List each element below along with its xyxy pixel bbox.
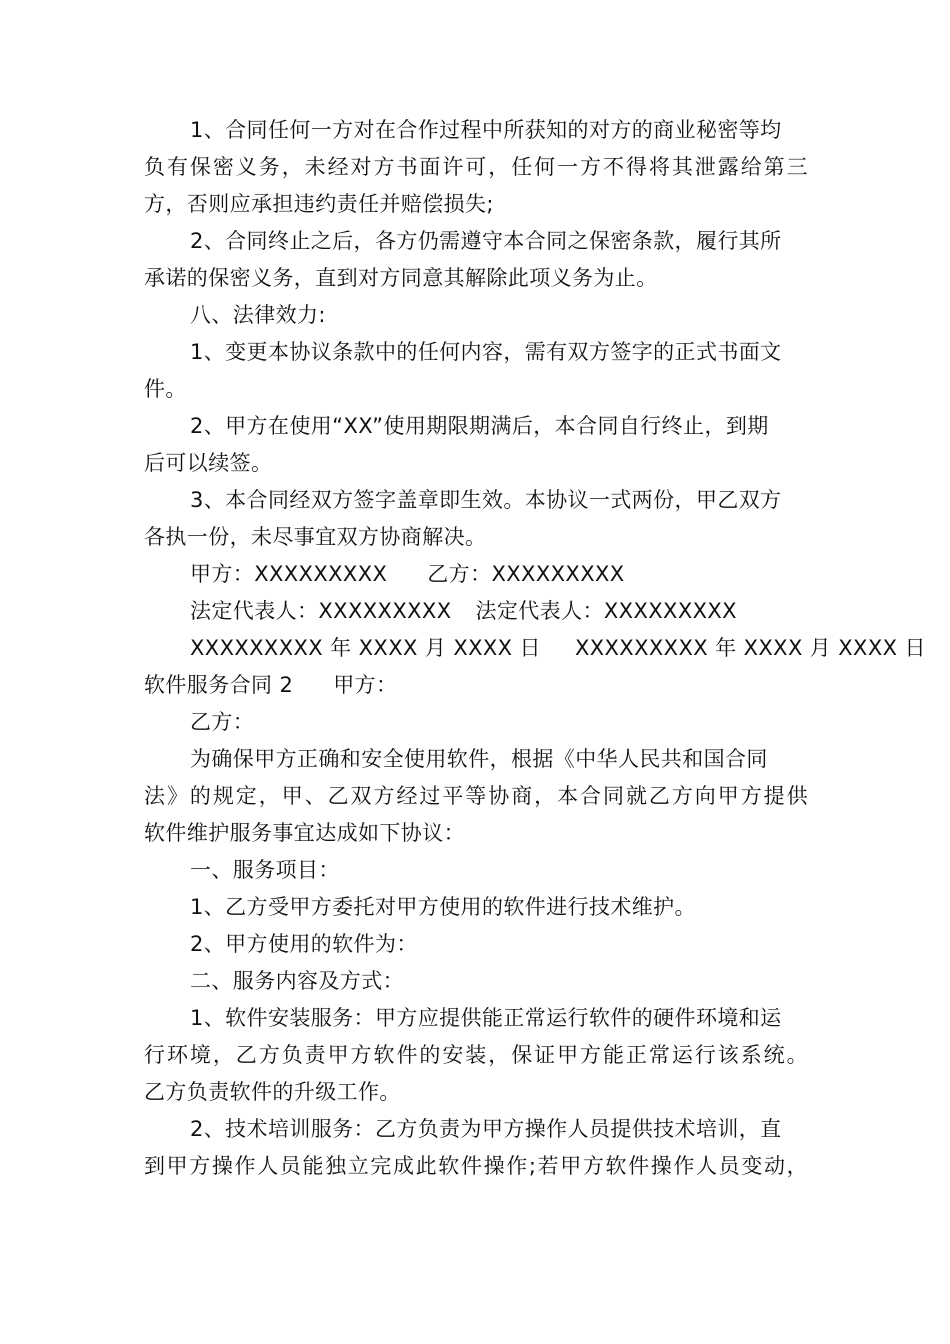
text-line: 各执一份，未尽事宜双方协商解决。 <box>144 525 487 549</box>
signature-dates <box>144 630 926 667</box>
party-a-representative: 法定代表人：XXXXXXXXX <box>190 599 452 623</box>
section-heading: 二、服务内容及方式： <box>190 969 404 993</box>
contract-title: 软件服务合同 2 <box>144 673 294 697</box>
text-line: 2、甲方在使用“XX”使用期限期满后，本合同自行终止，到期 <box>190 414 769 438</box>
text-line: 法》的规定，甲、乙双方经过平等协商，本合同就乙方向甲方提供 <box>144 784 808 808</box>
text-line: 负有保密义务，未经对方书面许可，任何一方不得将其泄露给第三 <box>144 155 808 179</box>
text-line: 乙方负责软件的升级工作。 <box>144 1080 401 1104</box>
text-line: 到甲方操作人员能独立完成此软件操作;若甲方软件操作人员变动， <box>144 1154 808 1178</box>
text-line: 1、合同任何一方对在合作过程中所获知的对方的商业秘密等均 <box>190 118 782 142</box>
party-b-signature: 乙方：XXXXXXXXX <box>427 562 625 586</box>
party-b-date: XXXXXXXXX 年 XXXX 月 XXXX 日 <box>574 636 926 660</box>
contract-title-line <box>144 667 808 704</box>
text-line: 1、变更本协议条款中的任何内容，需有双方签字的正式书面文 <box>190 340 782 364</box>
text-line: 软件维护服务事宜达成如下协议： <box>144 821 465 845</box>
text-line: 后可以续签。 <box>144 451 273 475</box>
text-line: 方，否则应承担违约责任并赔偿损失; <box>144 192 494 216</box>
party-a-signature: 甲方：XXXXXXXXX <box>190 562 388 586</box>
text-line: 2、技术培训服务：乙方负责为甲方操作人员提供技术培训，直 <box>190 1117 782 1141</box>
section-heading: 一、服务项目： <box>190 858 340 882</box>
text-line: 为确保甲方正确和安全使用软件，根据《中华人民共和国合同 <box>190 747 768 771</box>
party-a-date: XXXXXXXXX 年 XXXX 月 XXXX 日 <box>190 636 541 660</box>
text-line: 3、本合同经双方签字盖章即生效。本协议一式两份，甲乙双方 <box>190 488 782 512</box>
text-line: 2、甲方使用的软件为： <box>190 932 418 956</box>
party-a-label: 甲方： <box>333 673 398 697</box>
signature-parties <box>144 556 808 593</box>
party-b-label: 乙方： <box>190 710 255 734</box>
text-line: 2、合同终止之后，各方仍需遵守本合同之保密条款，履行其所 <box>190 229 782 253</box>
text-line: 承诺的保密义务，直到对方同意其解除此项义务为止。 <box>144 266 658 290</box>
section-heading: 八、法律效力: <box>190 303 326 327</box>
text-line: 1、乙方受甲方委托对甲方使用的软件进行技术维护。 <box>190 895 696 919</box>
signature-representatives <box>144 593 808 630</box>
text-line: 件。 <box>144 377 187 401</box>
text-line: 行环境，乙方负责甲方软件的安装，保证甲方能正常运行该系统。 <box>144 1043 808 1067</box>
party-b-representative: 法定代表人：XXXXXXXXX <box>475 599 737 623</box>
document-body <box>144 112 926 1185</box>
text-line: 1、软件安装服务：甲方应提供能正常运行软件的硬件环境和运 <box>190 1006 782 1030</box>
